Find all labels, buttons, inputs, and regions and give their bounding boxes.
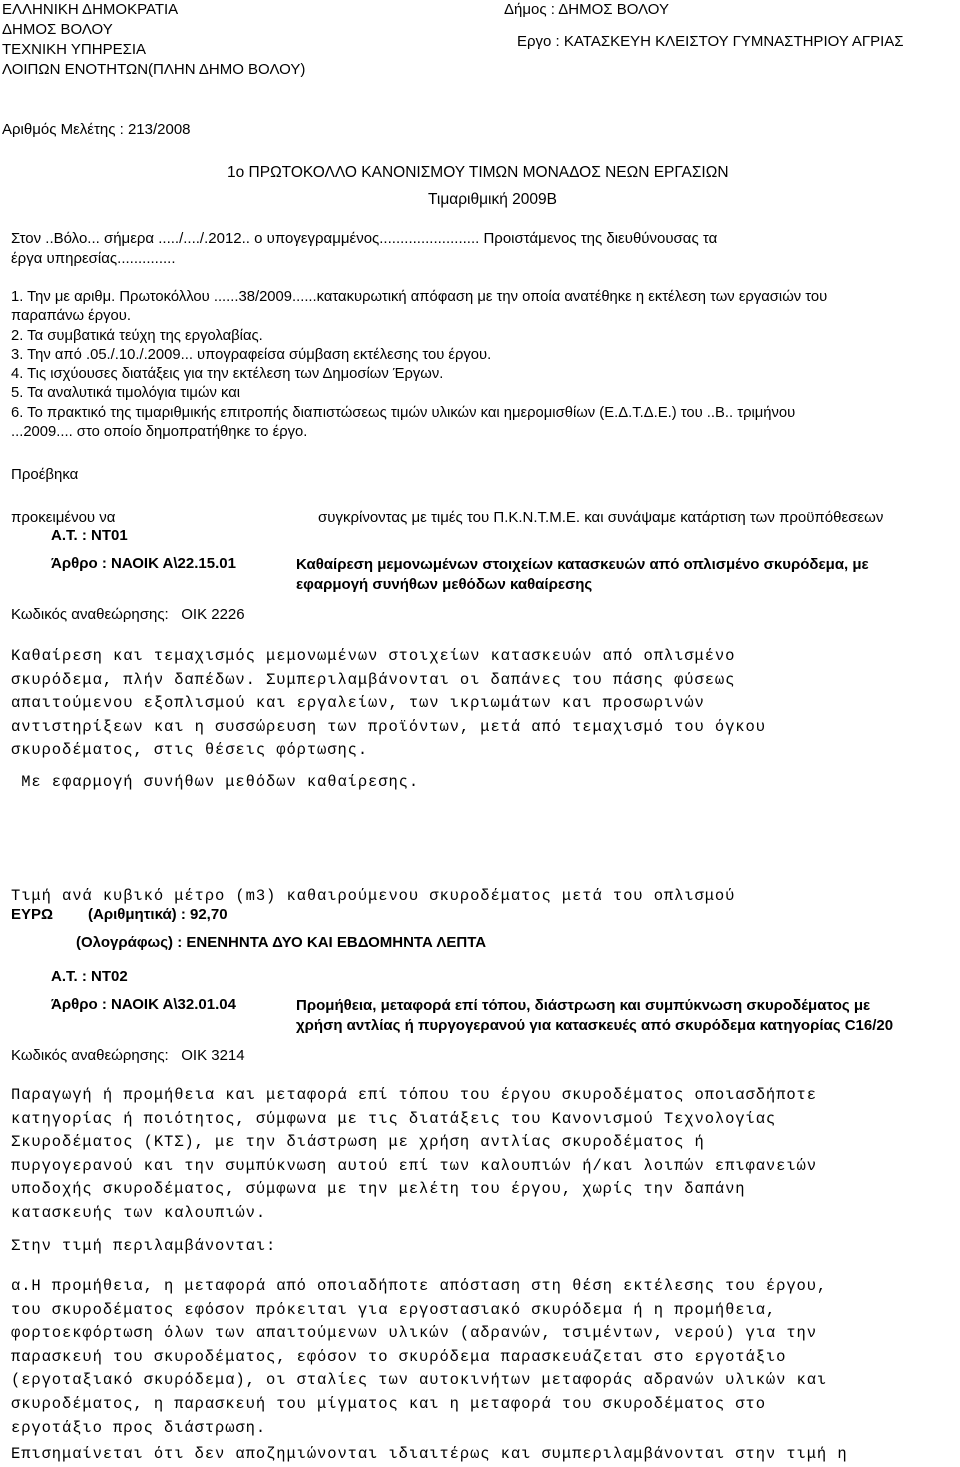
description-line: κατηγορίας ή ποιότητος, σύμφωνα με τις διατάξεις του Κανονισμού Τεχνολογίας: [11, 1109, 777, 1128]
entry-title: [296, 996, 893, 1036]
entry-title-line: χρήση αντλίας ή πυργογερανού για κατασκευές από σκυρόδεμα κατηγορίας C16/20: [296, 1017, 894, 1034]
issuer-line: ΤΕΧΝΙΚΗ ΥΠΗΡΕΣΙΑ: [2, 41, 147, 58]
issuer-line: ΕΛΛΗΝΙΚΗ ΔΗΜΟΚΡΑΤΙΑ: [2, 1, 179, 18]
protocol-subtitle: Τιμαριθμική 2009Β: [428, 191, 557, 208]
included-line: εργοτάξιο προς διάστρωση.: [11, 1418, 267, 1437]
issuer-line: ΛΟΙΠΩΝ ΕΝΟΤΗΤΩΝ(ΠΛΗΝ ΔΗΜΟ ΒΟΛΟΥ): [2, 61, 306, 78]
project-title: Εργο : ΚΑΤΑΣΚΕΥΗ ΚΛΕΙΣΤΟΥ ΓΥΜΝΑΣΤΗΡΙΟΥ ΑΓΡΙΑΣ: [517, 33, 904, 50]
revision-code: Κωδικός αναθεώρησης: ΟΙΚ 2226: [11, 606, 245, 623]
clipped-text-right: συγκρίνοντας με τιμές του Π.Κ.Ν.Τ.Μ.Ε. και συνάψαμε κατάρτιση των προϋπόθεσεων: [318, 509, 884, 526]
item-line: ...2009.... στο οποίο δημοπρατήθηκε το έργο.: [11, 424, 308, 441]
entry-article: Άρθρο : ΝΑΟΙΚ Α\32.01.04: [51, 996, 236, 1013]
proceeded-label: Προέβηκα: [11, 466, 79, 483]
entry-code: Α.Τ. : ΝΤ02: [51, 968, 128, 985]
included-line: α.Η προμήθεια, η μεταφορά από οποιαδήποτε απόσταση στη θέση εκτέλεσης του έργου,: [11, 1277, 828, 1295]
item-line: 3. Την από .05./.10./.2009... υπογραφείσα σύμβαση εκτέλεσης του έργου.: [11, 346, 492, 363]
entry-title: [296, 555, 869, 595]
description-line: Σκυροδέματος (ΚΤΣ), με την διάστρωση με χρήση αντλίας σκυροδέματος ή: [11, 1133, 705, 1152]
price-words: (Ολογράφως) : ΕΝΕΝΗΝΤΑ ΔΥΟ ΚΑΙ ΕΒΔΟΜΗΝΤΑ ΛΕΠΤΑ: [76, 934, 487, 951]
entry-description: [11, 1084, 817, 1226]
item-line: 4. Τις ισχύουσες διατάξεις για την εκτέλεση των Δημοσίων Έργων.: [11, 366, 444, 383]
description-line: υποδοχής σκυροδέματος, σύμφωνα με την μελέτη του έργου, χωρίς την δαπάνη: [11, 1180, 746, 1199]
intro-line: Στον ..Βόλο... σήμερα ...../..../.2012.. ο υπογεγραμμένος........................ Προιστάμενος της διευθύνουσας τα: [11, 230, 718, 247]
entry-description: [11, 645, 766, 763]
protocol-items: [11, 288, 827, 442]
item-line: 2. Τα συμβατικά τεύχη της εργολαβίας.: [11, 327, 263, 344]
entry-title-line: Προμήθεια, μεταφορά επί τόπου, διάστρωση και συμπύκνωση σκυροδέματος με: [296, 997, 871, 1014]
entry-title-line: εφαρμογή συνήθων μεθόδων καθαίρεσης: [296, 576, 593, 593]
description-line: σκυροδέματος, στις θέσεις φόρτωσης.: [11, 741, 369, 760]
description-line: πυργογερανού και την συμπύκνωση αυτού επί των καλουπιών ή/και λοιπών επιφανειών: [11, 1156, 817, 1175]
description-line: Καθαίρεση και τεμαχισμός μεμονωμένων στοιχείων κατασκευών από οπλισμένο: [11, 647, 736, 665]
description-line: αντιστηρίξεων και η συσσώρευση των προϊόντων, μετά από τεμαχισμό του όγκου: [11, 717, 766, 736]
item-line: 5. Τα αναλυτικά τιμολόγια τιμών και: [11, 385, 241, 402]
protocol-title: 1ο ΠΡΩΤΟΚΟΛΛΟ ΚΑΝΟΝΙΣΜΟΥ ΤΙΜΩΝ ΜΟΝΑΔΟΣ ΝΕΩΝ ΕΡΓΑΣΙΩΝ: [227, 164, 729, 181]
description-line: σκυρόδεμα, πλήν δαπέδων. Συμπεριλαμβάνονται οι δαπάνες του πάσης φύσεως: [11, 670, 736, 689]
method-note: Με εφαρμογή συνήθων μεθόδων καθαίρεσης.: [11, 773, 420, 791]
issuer-block: [2, 0, 305, 80]
item-line: παραπάνω έργου.: [11, 308, 131, 325]
last-line-text: Επισημαίνεται ότι δεν αποζημιώνονται ιδιαιτέρως και συμπεριλαμβάνονται στην τιμή η: [11, 1445, 848, 1463]
included-heading: Στην τιμή περιλαμβάνονται:: [11, 1237, 277, 1255]
protocol-intro: [11, 229, 717, 268]
included-line: του σκυροδέματος εφόσον πρόκειται για εργοστασιακό σκυρόδεμα ή η προμήθεια,: [11, 1300, 777, 1319]
entry-title-line: Καθαίρεση μεμονωμένων στοιχείων κατασκευών από οπλισμένο σκυρόδεμα, με: [296, 556, 869, 573]
description-line: κατασκευής των καλουπιών.: [11, 1203, 267, 1222]
revision-code: Κωδικός αναθεώρησης: ΟΙΚ 3214: [11, 1047, 245, 1064]
included-item-a: [11, 1275, 827, 1440]
clipped-text-left: προκειμένου να: [11, 509, 116, 526]
issuer-line: ΔΗΜΟΣ ΒΟΛΟΥ: [2, 21, 113, 38]
last-line: [11, 1443, 960, 1467]
study-number: Αριθμός Μελέτης : 213/2008: [2, 121, 191, 138]
intro-line: έργα υπηρεσίας..............: [11, 249, 176, 267]
clipped-price-text: Τιμή ανά κυβικό μέτρο (m3) καθαιρούμενου σκυροδέματος μετά του οπλισμού: [11, 887, 736, 905]
clipped-line: [11, 504, 951, 526]
included-line: (εργοταξιακό σκυρόδεμα), οι σταλίες των αυτοκινήτων μεταφοράς αδρανών υλικών και: [11, 1371, 828, 1390]
clipped-price-line: [11, 881, 951, 905]
item-line: 1. Την με αριθμ. Πρωτοκόλλου ......38/2009......κατακυρωτική απόφαση με την οποία ανατέθηκε η εκτέλεση των εργασιών του: [11, 289, 828, 305]
included-line: σκυροδέματος, η παρασκευή του μίγματος και η μεταφορά του σκυροδέματος στο: [11, 1394, 766, 1413]
municipality: Δήμος : ΔΗΜΟΣ ΒΟΛΟΥ: [504, 1, 669, 18]
price-numeric: (Αριθμητικά) : 92,70: [88, 906, 228, 923]
item-line: 6. Το πρακτικό της τιμαριθμικής επιτροπής διαπιστώσεως τιμών υλικών και ημερομισθίων (Ε.Δ.Τ.Δ.Ε.) του ..Β.. τριμήνου: [11, 404, 796, 421]
entry-code: Α.Τ. : ΝΤ01: [51, 527, 128, 544]
price-currency: ΕΥΡΩ: [11, 906, 54, 923]
included-line: παρασκευή του σκυροδέματος, εφόσον το σκυρόδεμα παρασκευάζεται στο εργοτάξιο: [11, 1347, 787, 1366]
included-line: φορτοεκφόρτωση όλων των απαιτούμενων υλικών (αδρανών, τσιμέντων, νερού) για την: [11, 1324, 817, 1343]
entry-article: Άρθρο : ΝΑΟΙΚ Α\22.15.01: [51, 555, 236, 572]
description-line: Παραγωγή ή προμήθεια και μεταφορά επί τόπου του έργου σκυροδέματος οποιασδήποτε: [11, 1086, 817, 1104]
description-line: απαιτούμενου εξοπλισμού και εργαλείων, των ικριωμάτων και προσωρινών: [11, 694, 705, 713]
